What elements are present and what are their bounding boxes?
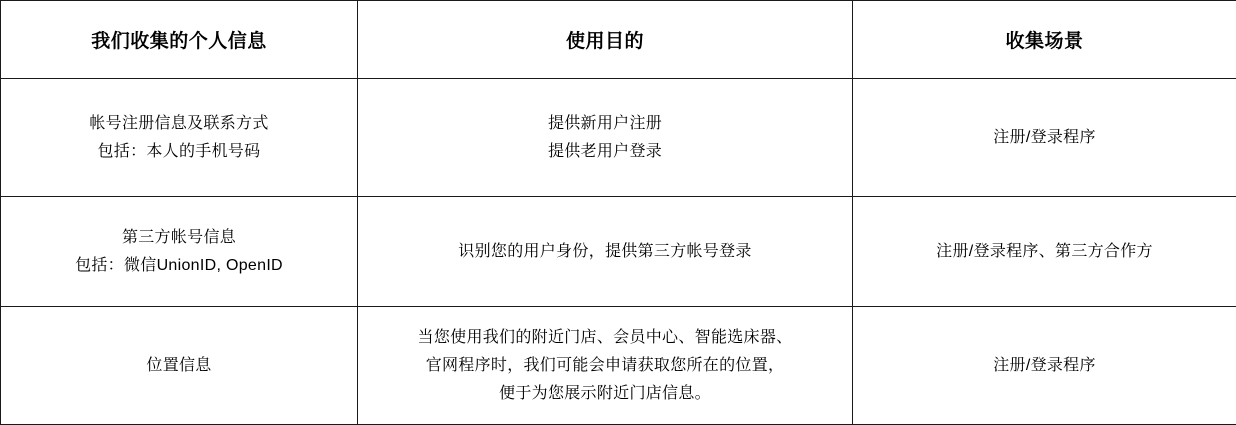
table-header-row xyxy=(1,1,1236,79)
cell-line: 识别您的用户身份，提供第三方帐号登录 xyxy=(368,238,842,266)
cell-line: 便于为您展示附近门店信息。 xyxy=(368,380,842,408)
cell-purpose xyxy=(358,307,853,425)
cell-line: 第三方帐号信息 xyxy=(11,224,347,252)
cell-line: 注册/登录程序、第三方合作方 xyxy=(863,238,1226,266)
cell-purpose xyxy=(358,197,853,307)
column-header-scenario: 收集场景 xyxy=(853,1,1236,79)
cell-line: 包括：本人的手机号码 xyxy=(11,138,347,166)
column-header-purpose: 使用目的 xyxy=(358,1,853,79)
cell-line: 注册/登录程序 xyxy=(863,352,1226,380)
cell-line: 当您使用我们的附近门店、会员中心、智能选床器、 xyxy=(368,324,842,352)
cell-collected-info xyxy=(1,79,358,197)
column-header-collected-info: 我们收集的个人信息 xyxy=(1,1,358,79)
cell-line: 帐号注册信息及联系方式 xyxy=(11,110,347,138)
cell-scenario xyxy=(853,197,1236,307)
cell-line: 位置信息 xyxy=(11,352,347,380)
cell-line: 包括：微信UnionID, OpenID xyxy=(11,252,347,280)
cell-scenario xyxy=(853,307,1236,425)
cell-line: 注册/登录程序 xyxy=(863,124,1226,152)
cell-scenario xyxy=(853,79,1236,197)
table-row xyxy=(1,197,1236,307)
cell-purpose xyxy=(358,79,853,197)
table-row xyxy=(1,79,1236,197)
cell-collected-info xyxy=(1,197,358,307)
cell-collected-info xyxy=(1,307,358,425)
table-row xyxy=(1,307,1236,425)
cell-line: 官网程序时，我们可能会申请获取您所在的位置， xyxy=(368,352,842,380)
cell-line: 提供新用户注册 xyxy=(368,110,842,138)
cell-line: 提供老用户登录 xyxy=(368,138,842,166)
